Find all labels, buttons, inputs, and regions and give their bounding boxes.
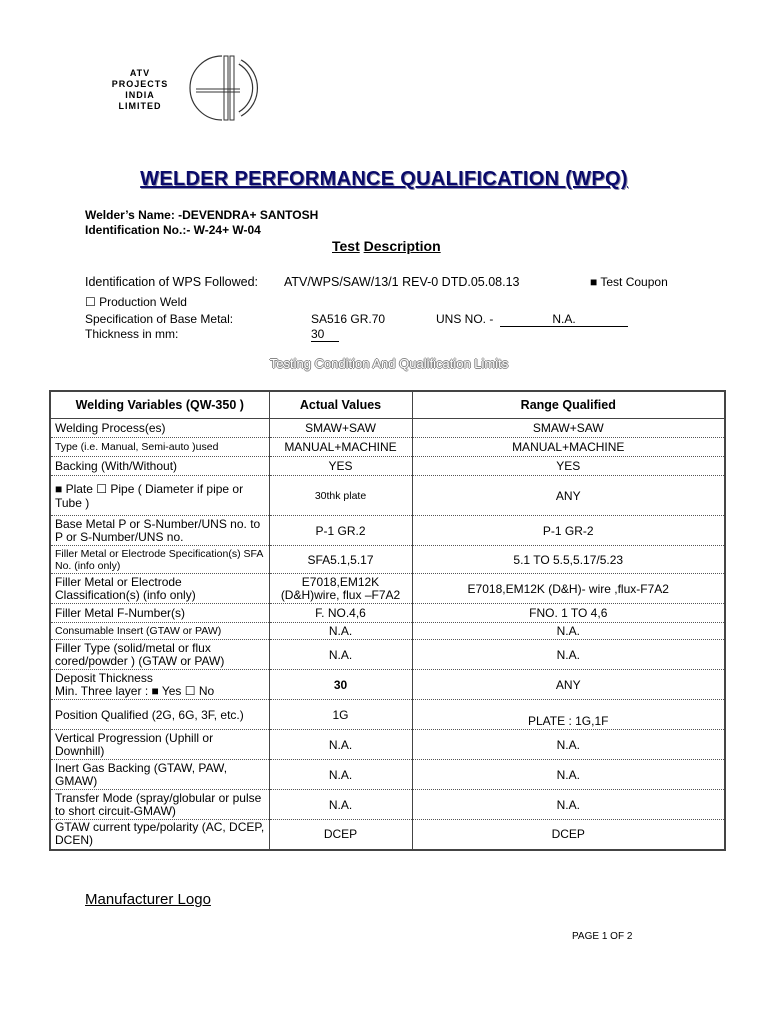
table-row: [50, 640, 725, 670]
range-cell: N.A.: [412, 730, 725, 760]
variable-cell: Base Metal P or S-Number/UNS no. to P or S-Number/UNS no.: [50, 516, 269, 546]
range-cell: MANUAL+MACHINE: [412, 438, 725, 457]
actual-cell: P-1 GR.2: [269, 516, 412, 546]
table-row: [50, 730, 725, 760]
column-header: Welding Variables (QW-350 ): [50, 391, 269, 419]
section-subtitle: Testing Condition And Qualification Limits: [269, 356, 509, 371]
production-weld-option: [85, 295, 187, 309]
table-row: [50, 574, 725, 604]
company-line: PROJECTS: [111, 79, 169, 89]
table-row: [50, 700, 725, 730]
range-cell: N.A.: [412, 623, 725, 640]
table-row: [50, 438, 725, 457]
table-row: [50, 790, 725, 820]
thickness-value: 30: [311, 327, 339, 342]
table-row: [50, 820, 725, 850]
variable-cell: Vertical Progression (Uphill or Downhill): [50, 730, 269, 760]
actual-cell: 1G: [269, 700, 412, 730]
variable-cell: Transfer Mode (spray/globular or pulse to short circuit-GMAW): [50, 790, 269, 820]
range-cell: N.A.: [412, 760, 725, 790]
test-coupon-label: Test Coupon: [600, 275, 668, 289]
test-description-heading: [332, 238, 441, 254]
actual-cell: 30thk plate: [269, 476, 412, 516]
variable-cell: ■ Plate ☐ Pipe ( Diameter if pipe or Tube ): [50, 476, 269, 516]
uns-value: N.A.: [500, 312, 628, 327]
range-cell: N.A.: [412, 640, 725, 670]
table-row: [50, 476, 725, 516]
range-cell: PLATE : 1G,1F: [412, 700, 725, 730]
range-cell: ANY: [412, 476, 725, 516]
table-row: [50, 670, 725, 700]
variable-cell: Position Qualified (2G, 6G, 3F, etc.): [50, 700, 269, 730]
base-metal-value: SA516 GR.70: [311, 312, 386, 326]
variable-cell: [50, 670, 269, 700]
table-row: [50, 604, 725, 623]
range-cell: DCEP: [412, 820, 725, 850]
range-cell: E7018,EM12K (D&H)- wire ,flux-F7A2: [412, 574, 725, 604]
production-weld-checkbox: ☐: [85, 295, 96, 309]
production-weld-label: Production Weld: [99, 295, 187, 309]
variable-line: Deposit Thickness: [55, 670, 153, 685]
table-row: [50, 516, 725, 546]
welder-id: Identification No.:- W-24+ W-04: [85, 223, 261, 237]
range-cell: 5.1 TO 5.5,5.17/5.23: [412, 546, 725, 574]
company-logo-icon: [186, 52, 272, 124]
variable-cell: Filler Metal F-Number(s): [50, 604, 269, 623]
manufacturer-logo-label: Manufacturer Logo: [85, 891, 211, 908]
wps-value: ATV/WPS/SAW/13/1 REV-0 DTD.05.08.13: [284, 275, 520, 289]
column-header: Actual Values: [269, 391, 412, 419]
variable-line: Min. Three layer : ■ Yes ☐ No: [55, 683, 215, 698]
table-row: [50, 419, 725, 438]
range-cell: N.A.: [412, 790, 725, 820]
table-row: [50, 457, 725, 476]
company-line: LIMITED: [118, 101, 162, 111]
variable-cell: Type (i.e. Manual, Semi-auto )used: [50, 438, 269, 457]
column-header: Range Qualified: [412, 391, 725, 419]
variable-cell: Filler Metal or Electrode Classification(s) (info only): [50, 574, 269, 604]
heading-part: Test: [332, 238, 360, 254]
wps-label: Identification of WPS Followed:: [85, 275, 258, 289]
uns-label: UNS NO. -: [436, 312, 494, 326]
table-header-row: [50, 391, 725, 419]
actual-cell: F. NO.4,6: [269, 604, 412, 623]
actual-cell: SFA5.1,5.17: [269, 546, 412, 574]
variable-cell: Inert Gas Backing (GTAW, PAW, GMAW): [50, 760, 269, 790]
variable-cell: Filler Type (solid/metal or flux cored/powder ) (GTAW or PAW): [50, 640, 269, 670]
range-cell: YES: [412, 457, 725, 476]
variable-cell: GTAW current type/polarity (AC, DCEP, DCEN): [50, 820, 269, 850]
table-row: [50, 623, 725, 640]
range-cell: SMAW+SAW: [412, 419, 725, 438]
range-cell: ANY: [412, 670, 725, 700]
company-line: INDIA: [125, 90, 155, 100]
actual-cell: N.A.: [269, 790, 412, 820]
range-cell: P-1 GR-2: [412, 516, 725, 546]
base-metal-label: Specification of Base Metal:: [85, 312, 234, 326]
actual-cell: N.A.: [269, 760, 412, 790]
variable-cell: Filler Metal or Electrode Specification(s) SFA No. (info only): [50, 546, 269, 574]
page-title: WELDER PERFORMANCE QUALIFICATION (WPQ): [140, 168, 628, 190]
range-cell: FNO. 1 TO 4,6: [412, 604, 725, 623]
actual-cell: DCEP: [269, 820, 412, 850]
actual-cell: 30: [269, 670, 412, 700]
table-row: [50, 546, 725, 574]
thickness-label: Thickness in mm:: [85, 327, 179, 341]
company-name: [100, 68, 180, 112]
variable-cell: Welding Process(es): [50, 419, 269, 438]
variable-cell: Consumable Insert (GTAW or PAW): [50, 623, 269, 640]
variable-cell: Backing (With/Without): [50, 457, 269, 476]
actual-cell: SMAW+SAW: [269, 419, 412, 438]
table-row: [50, 760, 725, 790]
page-number: PAGE 1 OF 2: [572, 931, 633, 942]
actual-cell: YES: [269, 457, 412, 476]
test-coupon-checkbox: ■: [590, 275, 598, 289]
actual-cell: E7018,EM12K (D&H)wire, flux –F7A2: [269, 574, 412, 604]
welder-name: Welder’s Name: -DEVENDRA+ SANTOSH: [85, 208, 319, 222]
company-line: ATV: [129, 68, 151, 78]
heading-part: Description: [363, 238, 441, 254]
actual-cell: N.A.: [269, 730, 412, 760]
qualification-table: [49, 390, 726, 851]
actual-cell: MANUAL+MACHINE: [269, 438, 412, 457]
actual-cell: N.A.: [269, 640, 412, 670]
actual-cell: N.A.: [269, 623, 412, 640]
test-coupon-option: [590, 275, 668, 289]
